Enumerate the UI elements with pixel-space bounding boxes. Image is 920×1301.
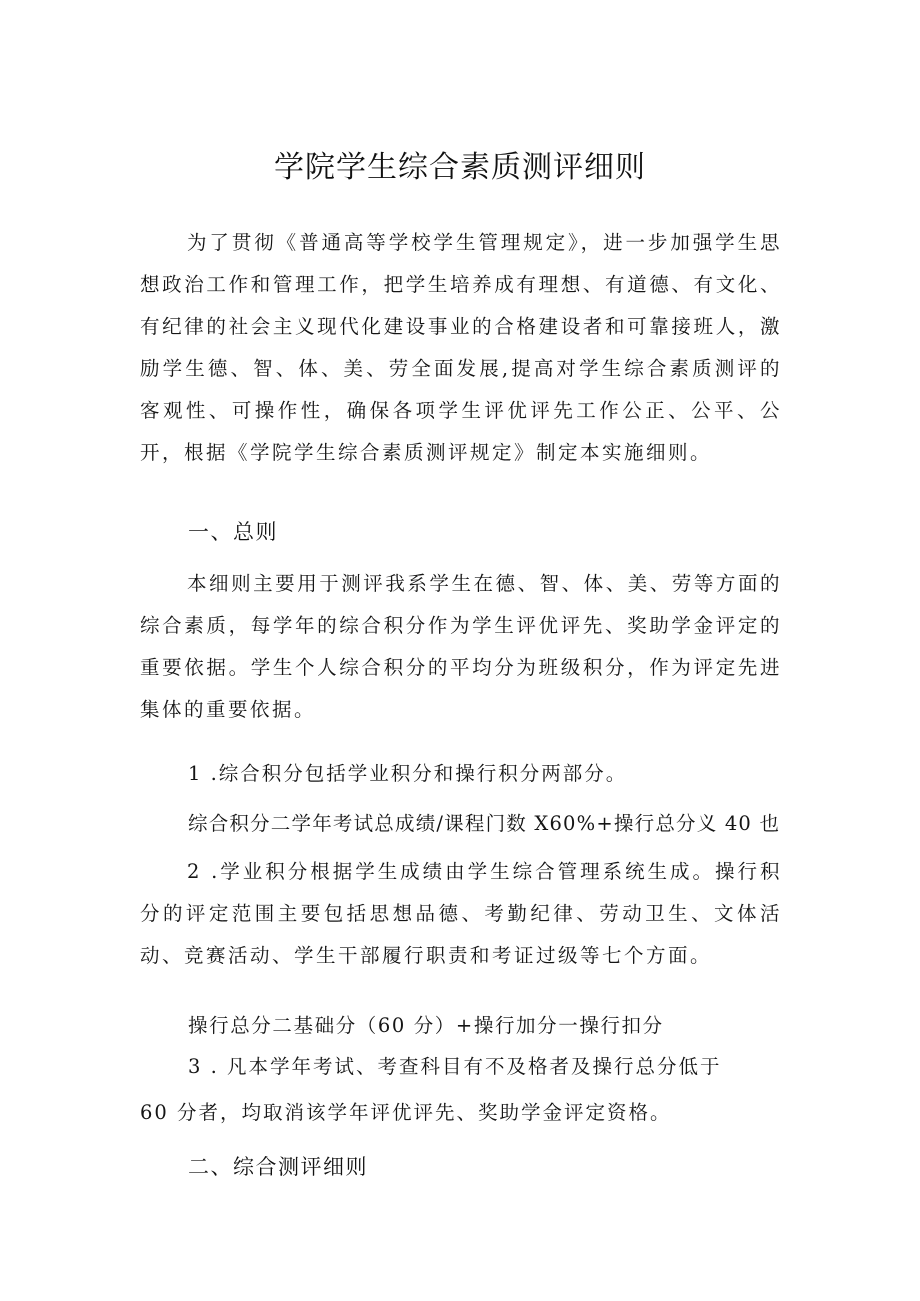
item-1: 1 .综合积分包括学业积分和操行积分两部分。: [188, 762, 628, 785]
general-paragraph: 本细则主要用于测评我系学生在德、智、体、美、劳等方面的综合素质，每学年的综合积分作为学生评优评先、奖助学金评定的重要依据。学生个人综合积分的平均分为班级积分，作为评定先进集体的重要依据。: [140, 572, 782, 721]
item-3-line-2: 60 分者，均取消该学年评优评先、奖助学金评定资格。: [140, 1101, 672, 1124]
section-heading-general: 一、总则: [188, 520, 278, 544]
formula-composite-score: 综合积分二学年考试总成绩/课程门数 X60%+操行总分义 40 也: [188, 812, 781, 835]
item-2: 2 .学业积分根据学生成绩由学生综合管理系统生成。操行积分的评定范围主要包括思想品德、考勤纪律、劳动卫生、文体活动、竞赛活动、学生干部履行职责和考证过级等七个方面。: [140, 860, 782, 967]
formula-conduct-score: 操行总分二基础分（60 分）+操行加分一操行扣分: [188, 1014, 664, 1037]
item-3-line-1: 3 . 凡本学年考试、考查科目有不及格者及操行总分低于: [188, 1055, 722, 1078]
section-heading-evaluation-rules: 二、综合测评细则: [188, 1155, 368, 1179]
document-title: 学院学生综合素质测评细则: [274, 150, 646, 185]
intro-paragraph: 为了贯彻《普通高等学校学生管理规定》，进一步加强学生思想政治工作和管理工作，把学生培养成有理想、有道德、有文化、有纪律的社会主义现代化建设事业的合格建设者和可靠接班人，激励学生德、智、体、美、劳全面发展,提高对学生综合素质测评的客观性、可操作性，确保各项学生评优评先工作公正、公平、公开，根据《学院学生综合素质测评规定》制定本实施细则。: [140, 231, 782, 464]
